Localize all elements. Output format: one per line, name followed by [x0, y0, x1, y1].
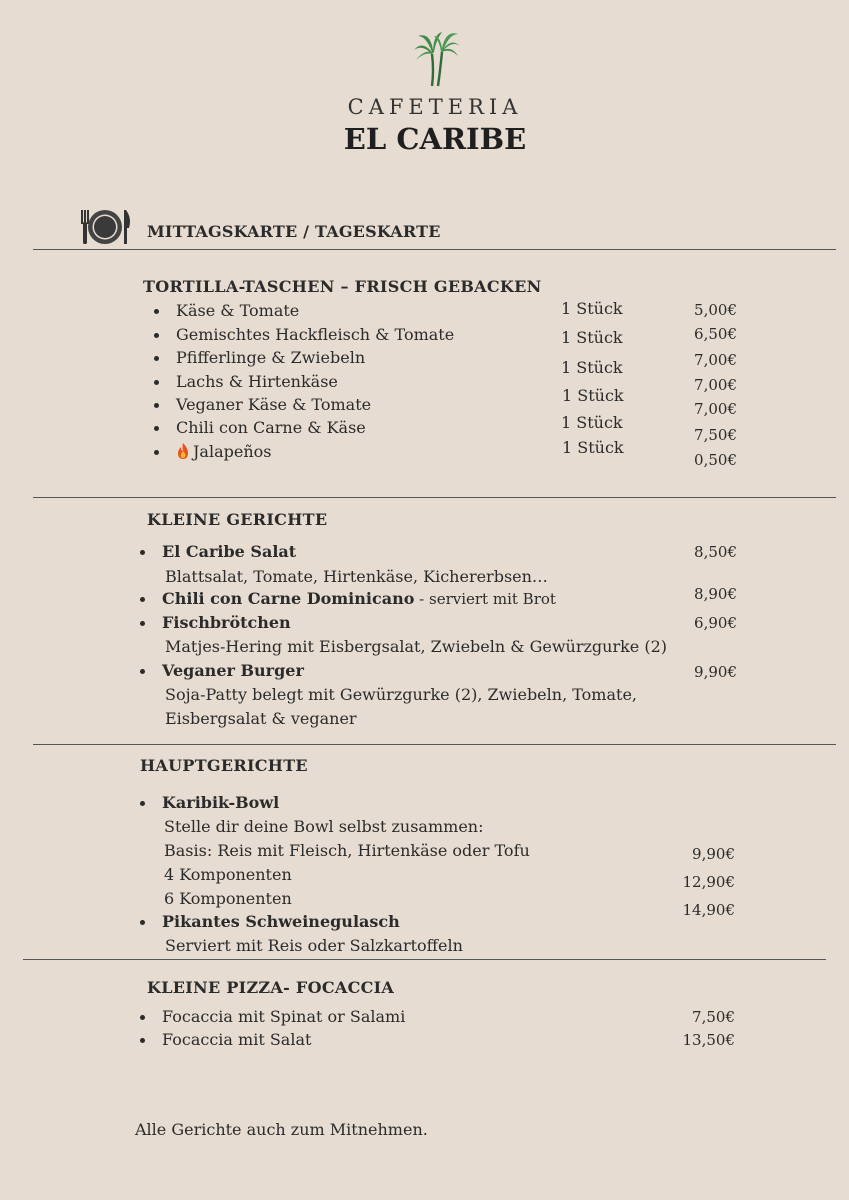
price: 9,90€ — [692, 845, 735, 863]
list-item: Focaccia mit Spinat or Salami — [162, 1007, 406, 1026]
item-description: 4 Komponenten — [164, 865, 292, 884]
price: 14,90€ — [682, 901, 735, 919]
list-item: Lachs & Hirtenkäse — [176, 372, 338, 391]
section-title-hauptgerichte: HAUPTGERICHTE — [140, 756, 308, 775]
divider — [33, 744, 836, 745]
item-description: Basis: Reis mit Fleisch, Hirtenkäse oder Tofu — [164, 841, 530, 860]
price: 7,00€ — [694, 351, 737, 369]
plate-cutlery-icon — [78, 208, 134, 246]
list-item: Fischbrötchen — [162, 613, 291, 632]
item-description: Eisbergsalat & veganer — [165, 709, 357, 728]
price: 8,50€ — [694, 543, 737, 561]
item-description: Soja-Patty belegt mit Gewürzgurke (2), Zwiebeln, Tomate, — [165, 685, 637, 704]
list-item: Veganer Käse & Tomate — [176, 395, 372, 414]
section-title-kleine-gerichte: KLEINE GERICHTE — [147, 510, 328, 529]
section-title-pizza: KLEINE PIZZA- FOCACCIA — [147, 978, 395, 997]
section-title-tortilla: TORTILLA-TASCHEN – FRISCH GEBACKEN — [143, 277, 542, 296]
list-item: El Caribe Salat — [162, 542, 297, 561]
quantity-label: 1 Stück — [561, 299, 623, 318]
brand-title: EL CARIBE — [343, 122, 527, 156]
price: 0,50€ — [694, 451, 737, 469]
list-item-label: Jalapeños — [193, 442, 272, 461]
item-description: Blattsalat, Tomate, Hirtenkäse, Kichererbsen… — [165, 567, 548, 586]
price: 7,00€ — [694, 376, 737, 394]
item-name: Chili con Carne Dominicano — [162, 589, 415, 608]
divider — [23, 959, 826, 960]
list-item: Pfifferlinge & Zwiebeln — [176, 348, 366, 367]
item-suffix: - serviert mit Brot — [414, 590, 556, 608]
list-item: Karibik-Bowl — [162, 793, 280, 812]
fire-icon — [176, 442, 190, 460]
divider — [33, 249, 836, 250]
price: 7,00€ — [694, 400, 737, 418]
price: 5,00€ — [694, 301, 737, 319]
list-item: Gemischtes Hackfleisch & Tomate — [176, 325, 455, 344]
item-description: Stelle dir deine Bowl selbst zusammen: — [164, 817, 484, 836]
item-description: Serviert mit Reis oder Salzkartoffeln — [165, 936, 463, 955]
price: 12,90€ — [682, 873, 735, 891]
item-description: 6 Komponenten — [164, 889, 292, 908]
list-item: Pikantes Schweinegulasch — [162, 912, 400, 931]
list-item: Veganer Burger — [162, 661, 304, 680]
price: 8,90€ — [694, 585, 737, 603]
price: 13,50€ — [682, 1031, 735, 1049]
list-item — [176, 442, 271, 461]
price: 6,50€ — [694, 325, 737, 343]
palm-tree-logo-icon — [412, 30, 462, 88]
quantity-label: 1 Stück — [561, 413, 623, 432]
menu-title: MITTAGSKARTE / TAGESKARTE — [147, 222, 441, 241]
brand-subtitle: CAFETERIA — [347, 95, 523, 119]
footer-note: Alle Gerichte auch zum Mitnehmen. — [135, 1120, 428, 1139]
quantity-label: 1 Stück — [561, 358, 623, 377]
divider — [33, 497, 836, 498]
price: 7,50€ — [694, 426, 737, 444]
list-item: Käse & Tomate — [176, 301, 300, 320]
price: 7,50€ — [692, 1008, 735, 1026]
quantity-label: 1 Stück — [561, 328, 623, 347]
list-item — [162, 589, 556, 608]
quantity-label: 1 Stück — [562, 386, 624, 405]
price: 9,90€ — [694, 663, 737, 681]
list-item: Chili con Carne & Käse — [176, 418, 366, 437]
item-description: Matjes-Hering mit Eisbergsalat, Zwiebeln & Gewürzgurke (2) — [165, 637, 668, 656]
list-item: Focaccia mit Salat — [162, 1030, 312, 1049]
price: 6,90€ — [694, 614, 737, 632]
quantity-label: 1 Stück — [562, 438, 624, 457]
